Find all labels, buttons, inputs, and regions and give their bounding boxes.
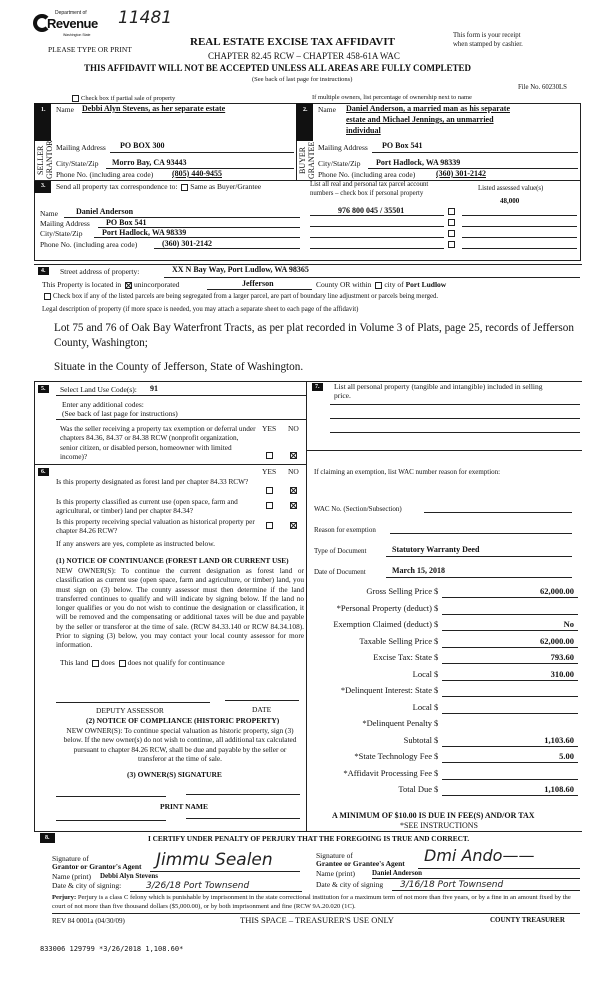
property-street[interactable]: XX N Bay Way, Port Ludlow, WA 98365 xyxy=(172,265,309,274)
price-row-value[interactable] xyxy=(442,603,578,615)
mail-name[interactable]: Daniel Anderson xyxy=(76,207,134,216)
current-use-no[interactable] xyxy=(290,502,297,509)
doc-type[interactable]: Statutory Warranty Deed xyxy=(392,545,480,554)
mail-city-label: City/State/Zip xyxy=(40,229,83,238)
buyer-phone-label: Phone No. (including area code) xyxy=(318,170,416,179)
grantee-date-city[interactable]: 3/16/18 Port Townsend xyxy=(400,880,504,890)
currency-symbol: $ xyxy=(434,718,439,728)
minimum-due-note: A MINIMUM OF $10.00 IS DUE IN FEE(S) AND/OR TAX xyxy=(332,811,535,820)
price-row-label: *Delinquent Interest: State xyxy=(340,685,432,695)
cashier-stamp: 833006 129799 *3/26/2018 1,108.60* xyxy=(40,945,184,953)
doc-type-label: Type of Document xyxy=(314,547,367,555)
see-instructions: *SEE INSTRUCTIONS xyxy=(400,821,479,830)
street-label: Street address of property: xyxy=(60,267,140,276)
owner-signature-label: (3) OWNER(S) SIGNATURE xyxy=(127,770,222,779)
receipt-note: This form is your receipt xyxy=(453,32,521,39)
personal-property-label: List all personal property (tangible and intangible) included in selling xyxy=(334,382,543,391)
seller-mailing-label: Mailing Address xyxy=(56,143,106,152)
price-row-value[interactable]: 62,000.00 xyxy=(442,586,578,598)
legal-description-line-1: Lot 75 and 76 of Oak Bay Waterfront Tracts, as per plat recorded in Volume 3 of Plats, page 25, records of Jefferson xyxy=(54,322,574,334)
seller-exemption-yes[interactable] xyxy=(266,452,273,459)
currency-symbol: $ xyxy=(434,685,439,695)
unincorporated-checkbox[interactable] xyxy=(125,282,132,289)
land-use-label: Select Land Use Code(s): xyxy=(60,385,137,394)
section-3-number: 3. xyxy=(38,182,49,190)
grantee-date-label: Date & city of signing xyxy=(316,880,384,889)
section-2-number: 2. xyxy=(300,106,311,114)
currency-symbol: $ xyxy=(434,652,439,662)
section-4-number: 4. xyxy=(38,267,49,275)
send-correspondence: Send all property tax correspondence to: Same as Buyer/Grantee xyxy=(56,182,262,191)
grantor-date-city[interactable]: 3/26/18 Port Townsend xyxy=(146,881,250,891)
buyer-phone[interactable]: (360) 301-2142 xyxy=(436,169,486,178)
historical-yes[interactable] xyxy=(266,522,273,529)
city-line: County OR within city of Port Ludlow xyxy=(316,280,447,289)
assessed-label: Listed assessed value(s) xyxy=(478,185,544,192)
grantee-signature[interactable]: Dmi Ando—— xyxy=(424,846,535,865)
price-row-label: Exemption Claimed (deduct) xyxy=(333,619,432,629)
see-back-note: (See back of last page for instructions) xyxy=(252,76,353,83)
grantor-signature-label: Signature of xyxy=(52,854,89,863)
mail-name-label: Name xyxy=(40,209,58,218)
legal-description-label: Legal description of property (if more space is needed, you may attach a separate sheet to each page of the affidavit) xyxy=(42,306,359,313)
qualify-line: This land does does not qualify for continuance xyxy=(60,658,225,667)
seller-name-label: Name xyxy=(56,105,74,114)
section-1-number: 1. xyxy=(38,106,49,114)
county-treasurer-label: COUNTY TREASURER xyxy=(490,916,565,924)
multiple-owners-note: If multiple owners, list percentage of ownership next to name xyxy=(312,94,472,101)
date-label: DATE xyxy=(252,705,272,714)
price-row-label: Total Due xyxy=(398,784,432,794)
price-row-value[interactable]: 1,108.60 xyxy=(442,784,578,796)
land-use-code[interactable]: 91 xyxy=(150,384,158,393)
form-title: REAL ESTATE EXCISE TAX AFFIDAVIT xyxy=(190,36,395,48)
legal-description-line-3: Situate in the County of Jefferson, State of Washington. xyxy=(54,361,304,373)
grantee-name-label: Name (print) xyxy=(316,869,355,878)
assessed-value[interactable]: 48,000 xyxy=(500,197,520,205)
mail-address-label: Mailing Address xyxy=(40,219,90,228)
grantor-name-label: Name (print) xyxy=(52,872,91,881)
seller-name[interactable]: Debbi Alyn Stevens, as her separate estate xyxy=(82,104,226,113)
grantor-name[interactable]: Debbi Alyn Stevens xyxy=(100,872,158,880)
forest-yes[interactable] xyxy=(266,487,273,494)
partial-sale-label: Check box if partial sale of property xyxy=(81,95,176,102)
seller-phone[interactable]: (805) 440-9455 xyxy=(172,169,222,178)
no-header: NO xyxy=(288,467,299,476)
wac-label: WAC No. (Section/Subsection) xyxy=(314,505,402,513)
grantee-signature-label: Signature of xyxy=(316,851,353,860)
logo-state: Washington State xyxy=(63,33,91,37)
seller-city[interactable]: Morro Bay, CA 93443 xyxy=(112,158,187,167)
legal-description-line-2: County, Washington; xyxy=(54,337,148,349)
currency-symbol: $ xyxy=(434,619,439,629)
buyer-name-line-1[interactable]: Daniel Anderson, a married man as his separate xyxy=(346,104,510,113)
print-name-label: PRINT NAME xyxy=(160,802,208,811)
grantor-signature-label-2: Grantor or Grantor's Agent xyxy=(52,862,142,871)
seller-mailing[interactable]: PO BOX 300 xyxy=(120,141,165,150)
buyer-mailing[interactable]: PO Box 541 xyxy=(382,141,423,150)
form-warning: THIS AFFIDAVIT WILL NOT BE ACCEPTED UNLESS ALL AREAS ARE FULLY COMPLETED xyxy=(84,63,472,73)
buyer-name-label: Name xyxy=(318,105,336,114)
currency-symbol: $ xyxy=(434,668,439,679)
seller-phone-label: Phone No. (including area code) xyxy=(56,170,154,179)
does-qualify-checkbox[interactable] xyxy=(92,660,99,667)
personal-property-label-2: price. xyxy=(334,391,351,400)
treasurer-use-label: THIS SPACE – TREASURER'S USE ONLY xyxy=(240,915,394,925)
seller-exemption-question: Was the seller receiving a property tax exemption or deferral under chapters 84.36, 84.37 or 84.38 RCW (nonprofit organization, senior citizen, or disabled person, homeowner with limited income)? xyxy=(60,424,256,461)
price-row-label: *Delinquent Penalty xyxy=(362,718,432,728)
parcel-number[interactable]: 976 800 045 / 35501 xyxy=(338,206,405,215)
price-row-value[interactable] xyxy=(442,718,578,730)
partial-sale-checkbox[interactable] xyxy=(70,95,175,102)
additional-codes-label: Enter any additional codes: xyxy=(62,400,144,409)
buyer-name-line-2[interactable]: estate and Michael Jennings, an unmarried xyxy=(346,115,494,124)
personal-property-checkbox[interactable] xyxy=(448,230,455,237)
dor-logo xyxy=(33,10,103,40)
mail-phone-label: Phone No. (including area code) xyxy=(40,240,138,249)
price-row-label: Excise Tax: State xyxy=(373,652,432,662)
grantor-date-label: Date & city of signing: xyxy=(52,881,122,890)
currency-symbol: $ xyxy=(434,602,439,613)
section-8-number: 8. xyxy=(40,833,55,843)
same-as-buyer-checkbox[interactable] xyxy=(181,184,188,191)
price-row-label: *Personal Property (deduct) xyxy=(336,602,432,613)
price-row-value[interactable]: 1,103.60 xyxy=(442,735,578,747)
price-row-value[interactable]: 62,000.00 xyxy=(442,636,578,648)
section-5-see-back: (See back of last page for instructions) xyxy=(62,409,178,418)
buyer-name-line-3[interactable]: individual xyxy=(346,126,381,135)
currency-symbol: $ xyxy=(434,784,439,794)
receipt-note-2: when stamped by cashier. xyxy=(453,41,523,48)
form-chapter: CHAPTER 82.45 RCW – CHAPTER 458-61A WAC xyxy=(208,51,400,61)
notice-continuance-body: NEW OWNER(S): To continue the current designation as forest land or classification as current use (open space, farm and agriculture, or timber) land, you must sign on (3) below. The county assessor must then determine if the land transferred continues to qualify and will indicate by signing below. If the land no longer qualifies or you do not wish to continue the designation or classification, it will be removed and the compensating or additional taxes will be due and payable by the seller or transferor at the time of sale. (RCW 84.33.140 or RCW 84.34.108). Prior to signing (3) below, you may contact your local county assessor for more information. xyxy=(56,566,304,650)
historical-no[interactable] xyxy=(290,522,297,529)
no-header: NO xyxy=(288,424,299,433)
historical-question: Is this property receiving special valuation as historical property per chapter 84.26 RCW? xyxy=(56,517,255,536)
doc-date[interactable]: March 15, 2018 xyxy=(392,566,445,575)
current-use-yes[interactable] xyxy=(266,502,273,509)
handwritten-number: 11481 xyxy=(118,8,173,28)
doc-date-label: Date of Document xyxy=(314,568,366,576)
reason-label: Reason for exemption xyxy=(314,526,376,534)
price-row-value[interactable] xyxy=(442,702,578,714)
personal-property-checkbox[interactable] xyxy=(448,241,455,248)
forest-land-question: Is this property designated as forest land per chapter 84.33 RCW? xyxy=(56,477,249,486)
section-7-number: 7. xyxy=(312,383,323,391)
grantee-name[interactable]: Daniel Anderson xyxy=(372,869,422,877)
mail-address[interactable]: PO Box 541 xyxy=(106,218,147,227)
location-line: This Property is located in unincorporated xyxy=(42,280,180,289)
deputy-assessor-label: DEPUTY ASSESSOR xyxy=(96,706,164,715)
price-row-value[interactable]: 793.60 xyxy=(442,652,578,664)
price-row-label: *State Technology Fee xyxy=(354,751,432,761)
price-row-value[interactable]: 310.00 xyxy=(442,669,578,681)
type-or-print: PLEASE TYPE OR PRINT xyxy=(48,45,132,54)
buyer-grantee-label: BUYER GRANTEE xyxy=(298,141,316,179)
mail-phone[interactable]: (360) 301-2142 xyxy=(162,239,212,248)
exemption-label: If claiming an exemption, list WAC number reason for exemption: xyxy=(314,468,501,476)
personal-property-checkbox[interactable] xyxy=(448,208,455,215)
price-row-label: Gross Selling Price xyxy=(366,586,432,596)
file-number: File No. 60230LS xyxy=(518,84,567,91)
mail-city[interactable]: Port Hadlock, WA 98339 xyxy=(102,228,187,237)
seller-city-label: City/State/Zip xyxy=(56,159,99,168)
section-5-number: 5. xyxy=(38,385,49,393)
buyer-mailing-label: Mailing Address xyxy=(318,143,368,152)
seller-exemption-no[interactable] xyxy=(290,452,297,459)
currency-symbol: $ xyxy=(434,635,439,646)
parcel-label-2: numbers – check box if personal property xyxy=(310,190,424,197)
seller-grantor-label: SELLER GRANTOR xyxy=(36,140,54,179)
price-row-label: Local xyxy=(412,701,432,712)
price-row-value[interactable] xyxy=(442,768,578,780)
price-row-label: *Affidavit Processing Fee xyxy=(343,767,432,778)
form-revision: REV 84 0001a (04/30/09) xyxy=(52,917,125,925)
perjury-notice: Perjury: Perjury is a class C felony which is punishable by imprisonment in the state correctional institution for a maximum term of not more than five years, or by a fine in an amount fixed by the court of not more than five thousand dollars ($5,000.00), or by both imprisonment and fine (RCW 9A.20.020 (1C). xyxy=(52,894,571,910)
notice-continuance-title: (1) NOTICE OF CONTINUANCE (FOREST LAND OR CURRENT USE) xyxy=(56,556,289,565)
personal-property-checkbox[interactable] xyxy=(448,219,455,226)
grantor-signature[interactable]: Jimmu Sealen xyxy=(156,850,273,870)
price-row-value[interactable]: No xyxy=(442,619,578,631)
notice-compliance-body: NEW OWNER(S): To continue special valuation as historic property, sign (3) below. If the new owner(s) do not wish to continue, all additional tax calculated pursuant to chapter 84.26 RCW, shall be due and payable by the seller or transferor at the time of sale. xyxy=(63,726,297,763)
price-row-label: Subtotal xyxy=(403,734,432,745)
price-row-label: Local xyxy=(412,668,432,679)
segregated-line: Check box if any of the listed parcels are being segregated from a larger parcel, are part of boundary line adjustment or parcels being merged. xyxy=(42,293,438,300)
currency-symbol: $ xyxy=(434,586,439,596)
forest-no[interactable] xyxy=(290,487,297,494)
price-row-label: Taxable Selling Price xyxy=(359,635,432,646)
currency-symbol: $ xyxy=(434,751,439,761)
logo-name: Revenue xyxy=(47,16,98,31)
current-use-question: Is this property classified as current use (open space, farm and agricultural, or timber) land per chapter 84.34? xyxy=(56,497,238,516)
yes-header: YES xyxy=(262,467,277,476)
logo-dept: Department of xyxy=(55,10,87,16)
price-row-value[interactable]: 5.00 xyxy=(442,751,578,763)
currency-symbol: $ xyxy=(434,701,439,712)
parcel-label: List all real and personal tax parcel account xyxy=(310,181,429,188)
price-row-value[interactable] xyxy=(442,685,578,697)
buyer-city-label: City/State/Zip xyxy=(318,159,361,168)
yes-header: YES xyxy=(262,424,277,433)
grantee-signature-label-2: Grantee or Grantee's Agent xyxy=(316,859,405,868)
city-checkbox[interactable] xyxy=(375,282,382,289)
buyer-city[interactable]: Port Hadlock, WA 98339 xyxy=(376,158,461,167)
section-6-number: 6. xyxy=(38,468,49,476)
county-name[interactable]: Jefferson xyxy=(242,279,274,288)
certification: I CERTIFY UNDER PENALTY OF PERJURY THAT THE FOREGOING IS TRUE AND CORRECT. xyxy=(148,834,470,843)
segregated-checkbox[interactable] xyxy=(44,293,51,300)
if-yes-note: If any answers are yes, complete as instructed below. xyxy=(56,539,216,548)
does-not-qualify-checkbox[interactable] xyxy=(119,660,126,667)
currency-symbol: $ xyxy=(434,734,439,745)
notice-compliance-title: (2) NOTICE OF COMPLIANCE (HISTORIC PROPERTY) xyxy=(86,716,280,725)
currency-symbol: $ xyxy=(434,767,439,778)
